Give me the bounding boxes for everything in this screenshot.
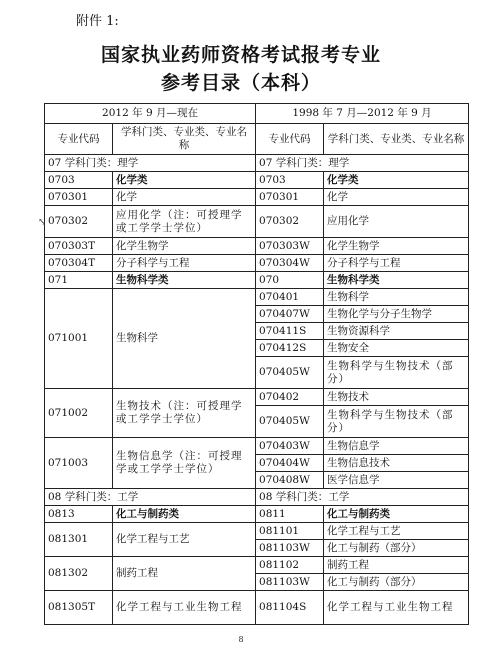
name-cell: 应用化学 <box>324 206 469 238</box>
code-cell: 070405W <box>256 406 324 438</box>
table-row <box>45 124 469 155</box>
name-cell: 医学信息学 <box>324 472 469 489</box>
code-cell: 070401 <box>256 289 324 306</box>
table-row <box>45 104 469 124</box>
table-row <box>45 389 469 406</box>
code-cell: 070302 <box>256 206 324 238</box>
table-row <box>45 557 469 574</box>
period-header-previous: 1998 年 7 月—2012 年 9 月 <box>256 104 469 124</box>
code-cell: 070411S <box>256 323 324 340</box>
name-cell: 应用化学（注：可授理学或工学学士学位） <box>113 206 256 238</box>
name-cell: 制药工程 <box>324 557 469 574</box>
table-row <box>45 506 469 523</box>
code-cell: 070405W <box>256 357 324 389</box>
name-cell: 生物资源科学 <box>324 323 469 340</box>
name-cell: 生物科学与生物技术（部分） <box>324 357 469 389</box>
category-heading: 08 学科门类：工学 <box>256 489 469 506</box>
table-row <box>45 289 469 306</box>
column-header-code: 专业代码 <box>45 124 113 155</box>
code-cell: 070304T <box>45 255 113 272</box>
document-title: 国家执业药师资格考试报考专业 <box>100 44 381 66</box>
name-cell: 生物技术 <box>324 389 469 406</box>
name-cell: 化学生物学 <box>324 238 469 255</box>
name-cell: 化学工程与工艺 <box>113 523 256 557</box>
code-cell: 070408W <box>256 472 324 489</box>
name-cell: 生物信息学（注：可授理学或工学学士学位） <box>113 438 256 489</box>
name-cell: 生物科学与生物技术（部分） <box>324 406 469 438</box>
code-cell: 0813 <box>45 506 113 523</box>
table-row <box>45 272 469 289</box>
code-cell: 070404W <box>256 455 324 472</box>
table-row <box>45 489 469 506</box>
code-cell: 071002 <box>45 389 113 438</box>
name-cell: 分子科学与工程 <box>113 255 256 272</box>
table-row <box>45 591 469 625</box>
table-row <box>45 238 469 255</box>
code-cell: 070303T <box>45 238 113 255</box>
table-row <box>45 255 469 272</box>
name-cell: 化学 <box>113 189 256 206</box>
code-cell: 071001 <box>45 289 113 389</box>
code-cell: 070302 <box>45 206 113 238</box>
name-cell: 制药工程 <box>113 557 256 591</box>
table-row <box>45 172 469 189</box>
name-cell: 化工与制药类 <box>324 506 469 523</box>
table-row <box>45 438 469 455</box>
category-heading: 07 学科门类：理学 <box>45 155 256 172</box>
name-cell: 生物科学类 <box>324 272 469 289</box>
code-cell: 081104S <box>256 591 324 625</box>
code-cell: 070402 <box>256 389 324 406</box>
code-cell: 081301 <box>45 523 113 557</box>
period-header-current: 2012 年 9 月—现在 <box>45 104 256 124</box>
name-cell: 化学 <box>324 189 469 206</box>
category-heading: 08 学科门类：工学 <box>45 489 256 506</box>
name-cell: 生物安全 <box>324 340 469 357</box>
code-cell: 081305T <box>45 591 113 625</box>
table-row <box>45 206 469 238</box>
code-cell: 081103W <box>256 574 324 591</box>
code-cell: 070301 <box>45 189 113 206</box>
code-cell: 070407W <box>256 306 324 323</box>
code-cell: 0703 <box>45 172 113 189</box>
table-move-handle-icon: ⤡ <box>38 217 47 228</box>
code-cell: 081302 <box>45 557 113 591</box>
document-subtitle: 参考目录（本科） <box>160 72 321 94</box>
name-cell: 分子科学与工程 <box>324 255 469 272</box>
category-heading: 07 学科门类：理学 <box>256 155 469 172</box>
code-cell: 0811 <box>256 506 324 523</box>
name-cell: 化学类 <box>324 172 469 189</box>
major-catalog-table <box>44 103 469 625</box>
code-cell: 071 <box>45 272 113 289</box>
name-cell: 化学生物学 <box>113 238 256 255</box>
page-number: 8 <box>238 635 244 644</box>
code-cell: 070301 <box>256 189 324 206</box>
name-cell: 生物信息技术 <box>324 455 469 472</box>
column-header-category: 学科门类、专业类、专业名称 <box>324 124 469 155</box>
name-cell: 生物化学与分子生物学 <box>324 306 469 323</box>
code-cell: 070403W <box>256 438 324 455</box>
name-cell: 生物科学类 <box>113 272 256 289</box>
name-cell: 生物信息学 <box>324 438 469 455</box>
name-cell: 生物科学 <box>113 289 256 389</box>
code-cell: 070412S <box>256 340 324 357</box>
name-cell: 化工与制药（部分） <box>324 540 469 557</box>
table-row <box>45 189 469 206</box>
attachment-label: 附件 1: <box>76 14 119 29</box>
name-cell: 生物技术（注：可授理学或工学学士学位） <box>113 389 256 438</box>
column-header-code: 专业代码 <box>256 124 324 155</box>
table-row <box>45 155 469 172</box>
code-cell: 071003 <box>45 438 113 489</box>
name-cell: 化工与制药类 <box>113 506 256 523</box>
code-cell: 081102 <box>256 557 324 574</box>
code-cell: 070303W <box>256 238 324 255</box>
code-cell: 070 <box>256 272 324 289</box>
code-cell: 081101 <box>256 523 324 540</box>
name-cell: 化工与制药（部分） <box>324 574 469 591</box>
code-cell: 081103W <box>256 540 324 557</box>
code-cell: 0703 <box>256 172 324 189</box>
column-header-category: 学科门类、专业类、专业名称 <box>113 124 256 155</box>
name-cell: 化学工程与工艺 <box>324 523 469 540</box>
name-cell: 化学工程与工业生物工程 <box>113 591 256 625</box>
table-row <box>45 523 469 540</box>
name-cell: 化学类 <box>113 172 256 189</box>
code-cell: 070304W <box>256 255 324 272</box>
name-cell: 化学工程与工业生物工程 <box>324 591 469 625</box>
name-cell: 生物科学 <box>324 289 469 306</box>
